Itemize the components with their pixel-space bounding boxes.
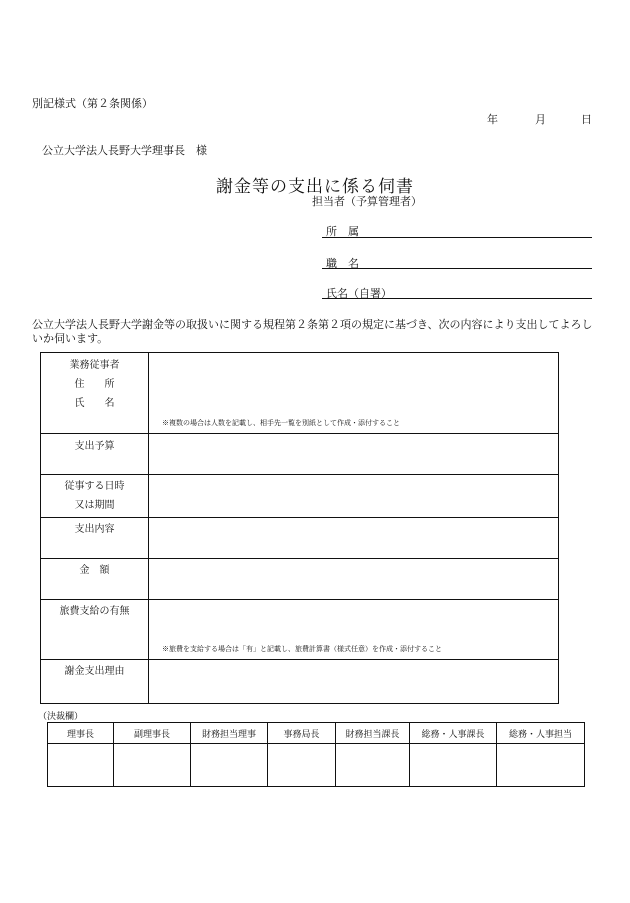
travel-note: ※旅費を支給する場合は「有」と記載し、旅費計算書（様式任意）を作成・添付すること: [162, 645, 442, 653]
worker-label-line: 業務従事者: [69, 360, 120, 371]
stamp-cell-finance-director[interactable]: [191, 744, 268, 787]
approval-col-secretary-general: 事務局長: [268, 723, 336, 744]
approval-col-vice-chairman: 副理事長: [114, 723, 191, 744]
addressee: 公立大学法人長野大学理事長 様: [42, 144, 207, 157]
content-label-text: 支出内容: [74, 524, 115, 535]
signature-label: 氏名（自署）: [326, 287, 392, 300]
approval-col-general-affairs-staff: 総務・人事担当: [497, 723, 585, 744]
signature-line: [322, 298, 592, 299]
stamp-cell-chairman[interactable]: [48, 744, 114, 787]
approval-col-general-affairs-manager: 総務・人事課長: [410, 723, 497, 744]
affiliation-line: [322, 237, 592, 238]
affiliation-label: 所 属: [326, 225, 359, 238]
table-row-period: [41, 475, 559, 518]
approval-header-row: [48, 723, 585, 744]
table-row-content: [41, 518, 559, 559]
stamp-cell-general-affairs-manager[interactable]: [410, 744, 497, 787]
worker-note: ※複数の場合は人数を記載し、相手先一覧を別紙として作成・添付すること: [162, 419, 400, 427]
table-row-travel: [41, 600, 559, 660]
approval-col-finance-director: 財務担当理事: [191, 723, 268, 744]
amount-label-text: 金 額: [79, 565, 110, 576]
stamp-cell-finance-manager[interactable]: [336, 744, 410, 787]
worker-value[interactable]: [149, 353, 559, 434]
date-year-label: 年: [487, 113, 498, 126]
period-value[interactable]: [149, 475, 559, 518]
travel-value[interactable]: [149, 600, 559, 660]
amount-value[interactable]: [149, 559, 559, 600]
amount-label: [41, 559, 149, 600]
period-label-line1: 従事する日時: [64, 481, 125, 492]
content-value[interactable]: [149, 518, 559, 559]
worker-label: [41, 353, 149, 434]
date-day-label: 日: [581, 113, 592, 126]
table-row-budget: [41, 434, 559, 475]
date-month-label: 月: [535, 113, 546, 126]
reason-label: [41, 660, 149, 704]
travel-label: [41, 600, 149, 660]
budget-label-text: 支出予算: [74, 441, 115, 452]
stamp-cell-secretary-general[interactable]: [268, 744, 336, 787]
stamp-cell-general-affairs-staff[interactable]: [497, 744, 585, 787]
budget-label: [41, 434, 149, 475]
form-number: 別記様式（第２条関係）: [32, 97, 153, 110]
worker-name-label: 氏 名: [74, 398, 115, 409]
approval-col-finance-manager: 財務担当課長: [336, 723, 410, 744]
period-label-line2: 又は期間: [74, 500, 115, 511]
table-row-worker: [41, 353, 559, 434]
approval-stamp-row: [48, 744, 585, 787]
worker-address-label: 住 所: [74, 379, 115, 390]
table-row-reason: [41, 660, 559, 704]
period-label: [41, 475, 149, 518]
stamp-cell-vice-chairman[interactable]: [114, 744, 191, 787]
approval-heading: （決裁欄）: [38, 712, 84, 722]
position-line: [322, 268, 592, 269]
applicant-heading: 担当者（予算管理者）: [312, 195, 422, 208]
approval-table: [47, 722, 585, 787]
request-text: 公立大学法人長野大学謝金等の取扱いに関する規程第２条第２項の規定に基づき、次の内容により支出してよろしいか伺います。: [32, 318, 593, 345]
reason-label-text: 謝金支出理由: [64, 666, 125, 677]
travel-label-text: 旅費支給の有無: [59, 606, 130, 617]
budget-value[interactable]: [149, 434, 559, 475]
approval-col-chairman: 理事長: [48, 723, 114, 744]
document-title: 謝金等の支出に係る伺書: [216, 177, 414, 197]
details-table: [40, 352, 559, 704]
position-label: 職 名: [326, 257, 359, 270]
reason-value[interactable]: [149, 660, 559, 704]
content-label: [41, 518, 149, 559]
table-row-amount: [41, 559, 559, 600]
